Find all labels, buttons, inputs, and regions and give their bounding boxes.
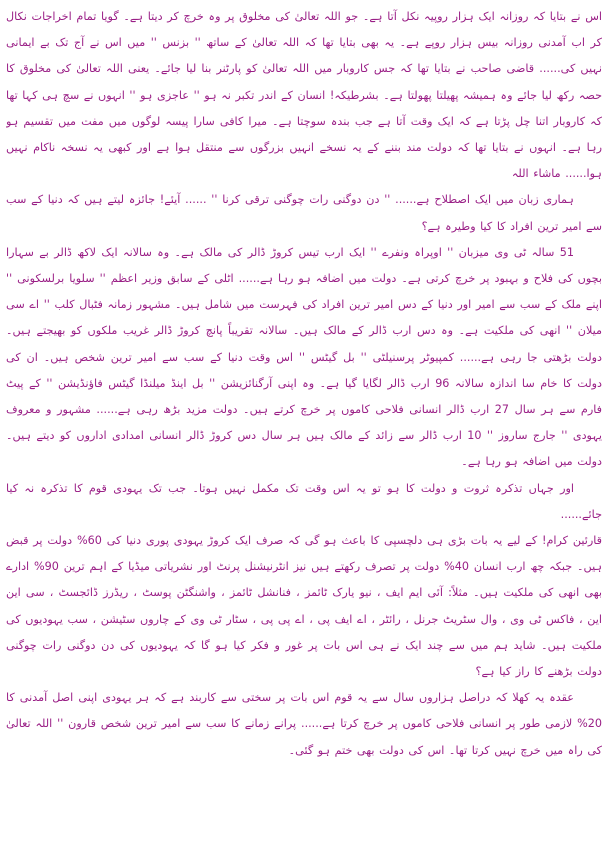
paragraph-jewish-wealth-intro: اور جہاں تذکرہ ثروت و دولت کا ہو تو یہ اس وقت تک مکمل نہیں ہوتا۔ جب تک یہودی قوم کا تذکرہ نہ کیا جائے...... xyxy=(6,481,602,521)
paragraph-conclusion: عقدہ یہ کھلا کہ دراصل ہزاروں سال سے یہ قوم اس بات پر سختی سے کاربند ہے کہ ہر یہودی اپنی اصل آمدنی کا 20% لازمی طور پر انسانی فلاحی کاموں پر خرچ کرتا ہے...... پرانے زمانے کا سب سے امیر ترین شخص قارون '' اللہ تعالیٰ کی راہ میں خرچ نہیں کرتا تھا۔ اس کی دولت بھی ختم ہو گئی۔ xyxy=(6,691,602,757)
paragraph-charity-business: اس نے بتایا کہ روزانہ ایک ہزار روپیہ نکل آتا ہے۔ جو اللہ تعالیٰ کی مخلوق پر وہ خرچ کر دیتا ہے۔ گویا تمام اخراجات نکال کر اب آمدنی روزانہ بیس ہزار روپے ہے۔ یہ بھی بتایا تھا کہ اللہ تعالیٰ کے ساتھ '' بزنس '' میں اس نے آج تک بے ایمانی نہیں کی...... قاضی صاحب نے بتایا تھا کہ جس کاروبار میں اللہ تعالیٰ کو پارٹنر بنا لیا جائے۔ یعنی اللہ تعالیٰ کی مخلوق کا حصہ رکھ لیا جائے وہ ہمیشہ پھیلتا پھولتا ہے۔ بشرطیکہ! انسان کے اندر تکبر نہ ہو '' عاجزی ہو '' انہوں نے سچ ہی کہا تھا کہ کاروبار اتنا چل پڑتا ہے کہ ایک وقت آتا ہے جب بندہ سوچتا ہے۔ میرا کافی سارا پیسہ لوگوں میں مفت میں تقسیم ہو رہا ہے۔ انہوں نے بتایا تھا کہ دولت مند بننے کے یہ نسخے انہیں بزرگوں سے منتقل ہوا ہے اور کبھی یہ نسخہ ناکام نہیں ہوا...... ماشاء اللہ xyxy=(6,10,602,181)
paragraph-media-ownership: قارئین کرام! کے لیے یہ بات بڑی ہی دلچسپی کا باعث ہو گی کہ صرف ایک کروڑ یہودی پوری دنیا کی 60% دولت پر قبض ہیں۔ جبکہ چھ ارب انسان 40% دولت پر تصرف رکھتے ہیں نیز انٹرنیشنل پرنٹ اور نشریاتی میڈیا کے اہم ترین 90% ادارے بھی انھی کی ملکیت ہیں۔ مثلاً: آئی ایم ایف ، نیو یارک ٹائمز ، فنانشل ٹائمز ، واشنگٹن پوسٹ ، ریڈرز ڈائجسٹ ، سی این این ، فاکس ٹی وی ، وال سٹریٹ جرنل ، رائٹر ، اے ایف پی ، اے پی پی ، سٹار ٹی وی کے چاروں سٹیشن ، سب یہودیوں کی ملکیت ہیں۔ شاید ہم میں سے چند ایک نے ہی اس بات پر غور و فکر کیا ہو گا کہ یہودیوں کی دن دوگنی رات چوگنی دولت بڑھنے کا راز کیا ہے؟ xyxy=(6,534,602,679)
urdu-article-page xyxy=(6,4,602,856)
paragraph-richest-people: 51 سالہ ٹی وی میزبان '' اوپراہ ونفرے '' ایک ارب تیس کروڑ ڈالر کی مالک ہے۔ وہ سالانہ ایک لاکھ ڈالر بے سہارا بچوں کی فلاح و بہبود پر خرچ کرتی ہے۔ دولت میں اضافہ ہو رہا ہے...... اٹلی کے سابق وزیر اعظم '' سلویا برلسکونی '' اپنے ملک کے سب سے امیر اور دنیا کے دس امیر ترین افراد کی فہرست میں شامل ہیں۔ مشہور زمانہ فٹبال کلب '' اے سی میلان '' انھی کی ملکیت ہے۔ وہ دس ارب ڈالر کے مالک ہیں۔ سالانہ تقریباً پانچ کروڑ ڈالر غریب ملکوں کو بھیجتے ہیں۔ دولت بڑھتی جا رہی ہے...... کمپیوٹر پرسنیلٹی '' بل گیٹس '' اس وقت دنیا کے سب سے امیر ترین شخص ہیں۔ ان کی دولت کا خام سا اندازہ سالانہ 96 ارب ڈالر لگایا گیا ہے۔ وہ اپنی آرگنائزیشن '' بل اینڈ میلنڈا گیٹس فاؤنڈیشن '' کے پیٹ فارم سے ہر سال 27 ارب ڈالر انسانی فلاحی کاموں پر خرچ کرتے ہیں۔ دولت مزید بڑھ رہی ہے...... مشہور و معروف یہودی '' جارج ساروز '' 10 ارب ڈالر سے زائد کے مالک ہیں ہر سال دس کروڑ ڈالر انسانی امدادی اداروں کو دیتے ہیں۔ دولت میں اضافہ ہو رہا ہے۔ xyxy=(6,245,602,469)
paragraph-idiom-intro: ہماری زبان میں ایک اصطلاح ہے...... '' دن دوگنی رات چوگنی ترقی کرنا '' ...... آیئے! جائزہ لیتے ہیں کہ دنیا کے سب سے امیر ترین افراد کا کیا وطیرہ ہے؟ xyxy=(6,193,602,233)
